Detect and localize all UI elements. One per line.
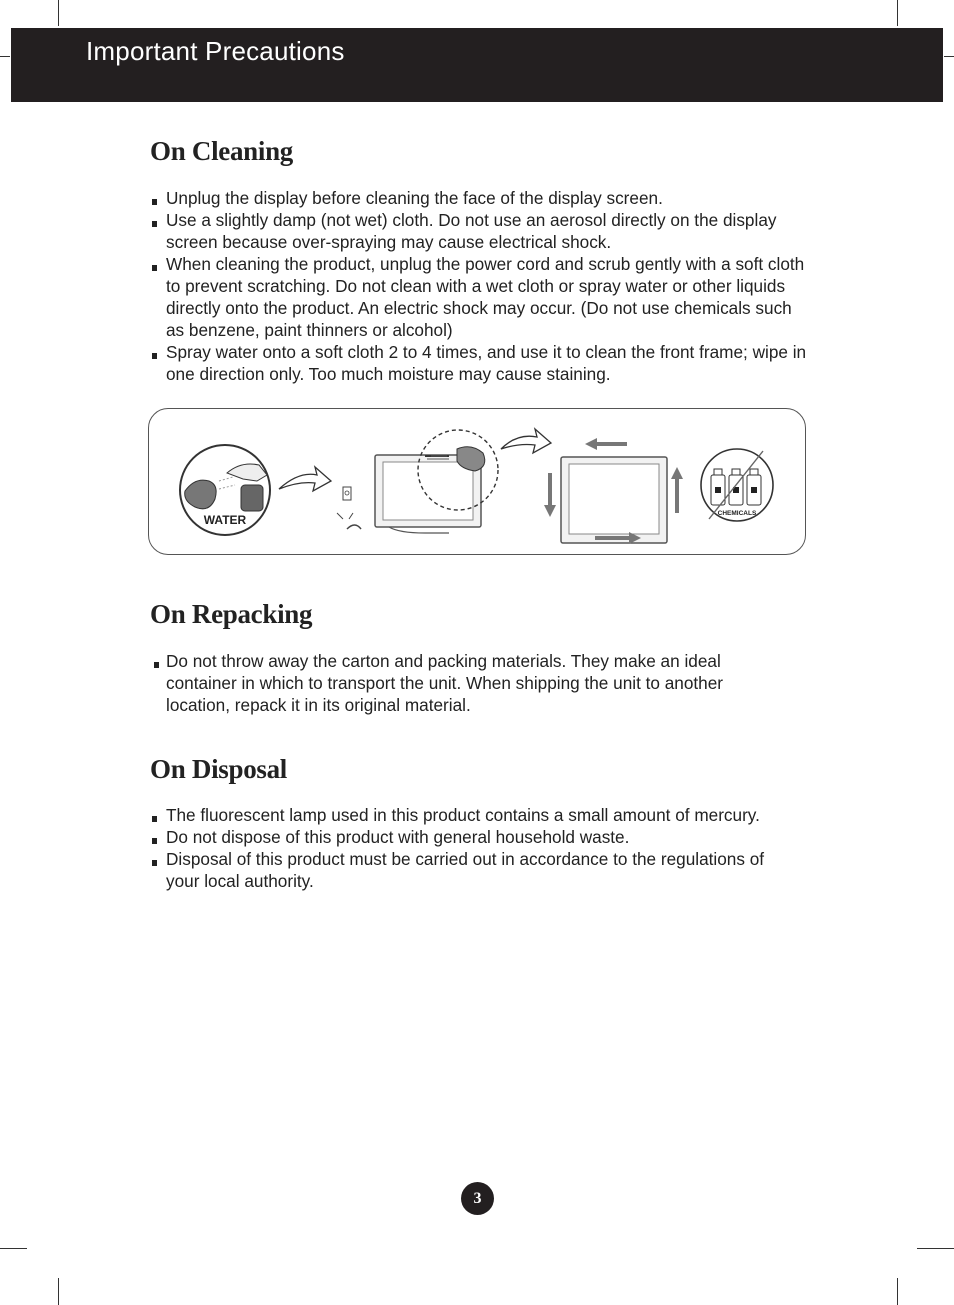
bullet-icon [152,199,157,205]
list-item [150,187,810,209]
crop-mark [897,1278,898,1305]
bullet-icon [152,860,157,866]
bullet-icon [152,221,157,227]
bullet-icon [152,816,157,822]
water-spray-icon [180,445,270,535]
crop-mark [917,1248,954,1249]
bullet-icon [154,662,159,668]
list-item-text: Disposal of this product must be carried out in accordance to the regulations of your local authority. [166,849,765,891]
section-title-disposal: On Disposal [150,754,287,784]
crop-mark [58,1278,59,1305]
repacking-list [150,650,780,716]
crop-mark [944,56,954,57]
list-item [150,804,800,826]
cleaning-illustration-svg [149,409,805,554]
list-item [150,826,800,848]
chemicals-label: CHEMICALS [717,510,757,517]
list-item-text: Spray water onto a soft cloth 2 to 4 times, and use it to clean the front frame; wipe in one direction only. Too much moisture may cause staining. [166,342,807,384]
list-item [150,848,800,892]
cleaning-illustration [148,408,806,555]
list-item [150,209,810,253]
arrow-right-icon [279,467,331,491]
crop-mark [58,0,59,26]
arrow-right-icon [501,429,551,453]
bullet-icon [152,353,157,359]
section-title-repacking: On Repacking [150,599,313,629]
bullet-icon [152,838,157,844]
list-item-text: The fluorescent lamp used in this product contains a small amount of mercury. [166,805,760,825]
list-item-text: Use a slightly damp (not wet) cloth. Do not use an aerosol directly on the display screen because over-spraying may cause electrical shock. [166,210,777,252]
section-title-cleaning: On Cleaning [150,136,293,166]
crop-mark [897,0,898,26]
page-number: 3 [461,1182,494,1215]
disposal-list [150,804,800,892]
page-title: Important Precautions [86,36,345,66]
list-item-text: Do not throw away the carton and packing materials. They make an ideal container in which to transport the unit. When shipping the unit to another location, repack it in its original material. [166,651,724,715]
list-item-text: Unplug the display before cleaning the face of the display screen. [166,188,663,208]
monitor-icon [337,455,481,533]
monitor-icon [561,457,667,543]
cleaning-list [150,187,810,385]
list-item-text: When cleaning the product, unplug the power cord and scrub gently with a soft cloth to prevent scratching. Do not clean with a wet cloth or spray water or other liquids directly onto the product. An electric shock may occur. (Do not use chemicals such as benzene, paint thinners or alcohol) [166,254,805,340]
crop-mark [0,1248,27,1249]
list-item-text: Do not dispose of this product with general household waste. [166,827,630,847]
list-item [150,341,810,385]
no-chemicals-icon [701,449,773,521]
water-label: WATER [203,513,247,527]
list-item [150,253,810,341]
crop-mark [0,56,10,57]
list-item [150,650,780,716]
bullet-icon [152,265,157,271]
